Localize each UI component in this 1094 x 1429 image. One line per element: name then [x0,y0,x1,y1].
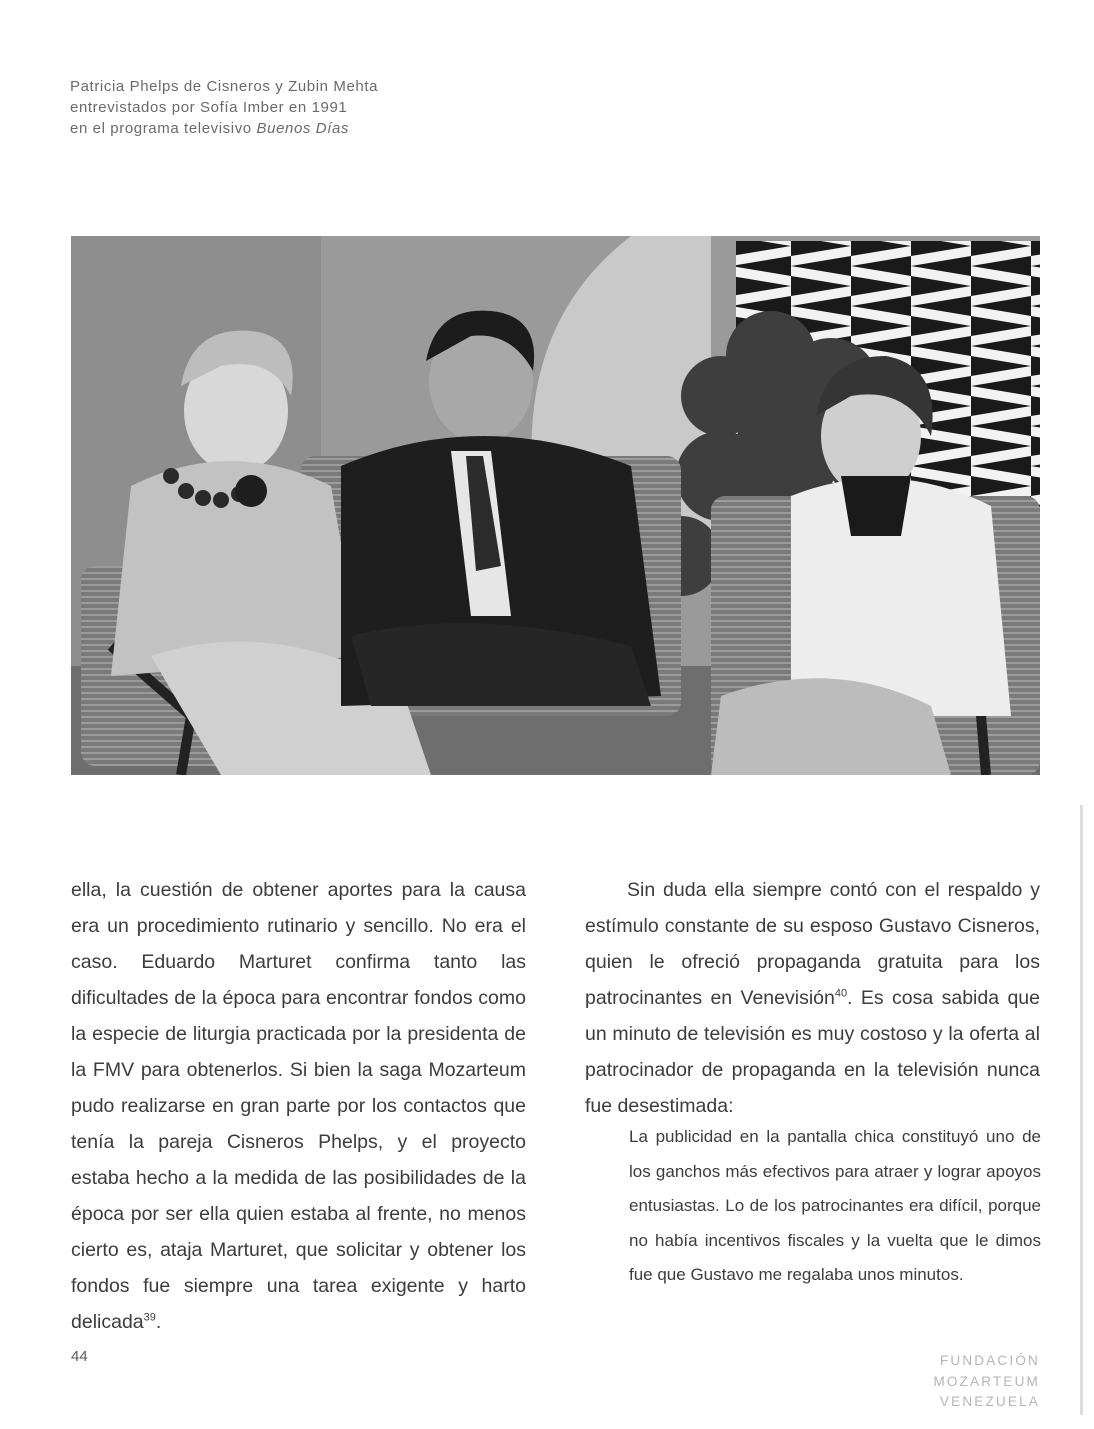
page-number: 44 [71,1348,88,1365]
paragraph-left-text: ella, la cuestión de obtener aportes para la causa era un procedimiento rutinario y sencillo. No era el caso. Eduardo Marturet confirma tanto las dificultades de la época para encontrar fondos como la especie de liturgia practicada por la presidenta de la FMV para obtenerlos. Si bien la saga Mozarteum pudo realizarse en gran parte por los contactos que tenía la pareja Cisneros Phelps, y el proyecto estaba hecho a la medida de las posibilidades de la época por ser ella quien estaba al frente, no menos cierto es, ataja Marturet, que solicitar y obtener los fondos fue siempre una tarea exigente y harto delicada [71,879,526,1333]
paragraph-right [585,872,1040,1124]
paragraph-left [71,872,526,1340]
block-quote-text: La publicidad en la pantalla chica constituyó uno de los ganchos más efectivos para atraer y lograr apoyos entusiastas. Lo de los patrocinantes era difícil, porque no había incentivos fiscales y la vuelta que le dimos fue que Gustavo me regalaba unos minutos. [629,1127,1041,1284]
caption-line-2: entrevistados por Sofía Imber en 1991 [70,99,348,116]
body-column-left [71,872,526,1340]
foundation-logo-text [933,1351,1040,1413]
page-edge-rule [1080,805,1083,1415]
body-column-right [585,872,1040,1124]
caption-line-3-text: en el programa televisivo [70,120,257,137]
block-quote [629,1120,1041,1293]
paragraph-left-end: . [155,1311,162,1333]
paragraph-right-end: . Es cosa sabida que un minuto de televisión es muy costoso y la oferta al patrocinador de propaganda en la televisión nunca fue desestimada: [585,987,1040,1117]
caption-line-1: Patricia Phelps de Cisneros y Zubin Mehta [70,78,379,95]
org-line-3: VENEZUELA [939,1394,1040,1409]
photo-caption [70,76,490,139]
interview-photo [71,236,1040,775]
footnote-ref-39[interactable]: 39 [143,1311,156,1324]
program-title: Buenos Días [256,120,350,137]
paragraph-right-text: Sin duda ella siempre contó con el respaldo y estímulo constante de su esposo Gustavo Cisneros, quien le ofreció propaganda gratuita para los patrocinantes en Venevisión [585,879,1040,1009]
caption-line-3 [70,118,490,139]
interview-photo-illustration [71,236,1040,775]
org-line-1: FUNDACIÓN [939,1353,1040,1368]
footnote-ref-40[interactable]: 40 [834,987,848,1000]
org-line-2: MOZARTEUM [933,1373,1040,1389]
